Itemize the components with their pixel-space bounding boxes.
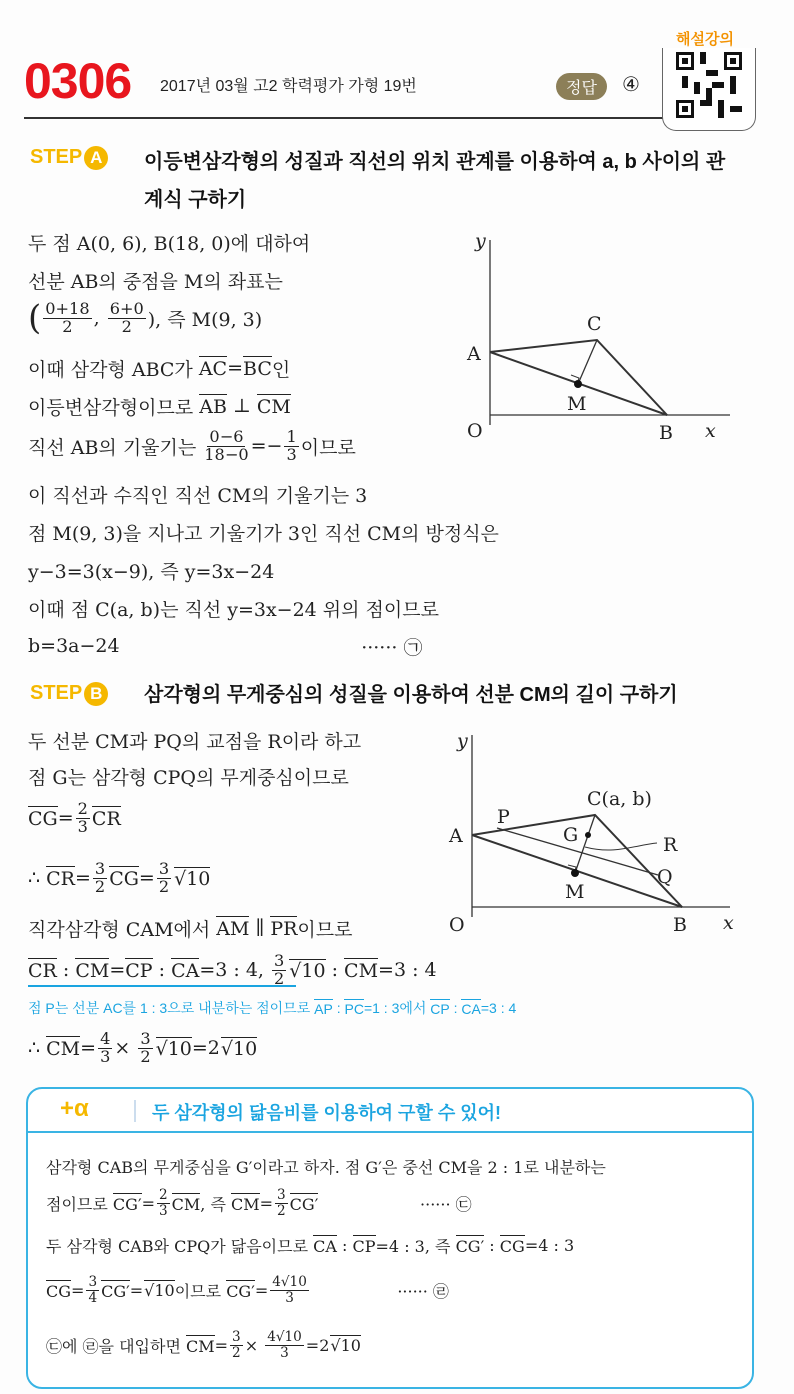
text-run: : xyxy=(484,1235,500,1255)
text-run: : xyxy=(325,959,345,981)
segment-overline: CG′ xyxy=(289,1194,319,1214)
segment-overline: CP xyxy=(352,1236,376,1256)
text-run: ⊥ xyxy=(226,395,257,417)
step-letter: B xyxy=(84,682,108,706)
segment-overline: CG xyxy=(109,868,139,890)
stepA-line xyxy=(28,550,274,590)
stepA-line xyxy=(28,426,356,466)
denominator: 2 xyxy=(62,316,73,336)
label-c: C xyxy=(587,313,602,335)
label-c: C(a, b) xyxy=(587,788,652,810)
stepB-line xyxy=(28,798,121,838)
fraction xyxy=(265,1330,304,1360)
label-y: y xyxy=(475,230,486,252)
stepB-line xyxy=(28,858,210,898)
denominator: 3 xyxy=(158,1202,168,1219)
qr-label: 해설강의 xyxy=(676,31,734,48)
text-run: = xyxy=(214,1335,229,1355)
label-m: M xyxy=(565,881,585,903)
text-run: ∥ xyxy=(249,917,271,939)
denominator: 4 xyxy=(88,1289,98,1306)
extra-line xyxy=(46,1146,606,1186)
numerator: 1 xyxy=(286,426,297,446)
label-y: y xyxy=(457,730,468,752)
text-run: ( xyxy=(28,298,42,338)
label-o: O xyxy=(449,914,465,936)
denominator: 2 xyxy=(121,316,132,336)
step-text: STEP xyxy=(30,146,83,168)
text-run: 이므로 xyxy=(174,1281,227,1301)
segment-overline: CM xyxy=(256,396,291,418)
text-run: b=3a−24 xyxy=(28,635,120,657)
answer-value: ④ xyxy=(622,72,640,96)
segment-overline: AB xyxy=(199,396,227,418)
step-b-title: 삼각형의 무게중심의 성질을 이용하여 선분 CM의 길이 구하기 xyxy=(144,684,678,706)
stepB-line xyxy=(28,908,352,948)
text-run: =3 : 4, xyxy=(199,959,270,981)
denominator: 2 xyxy=(94,876,106,896)
fraction xyxy=(204,426,249,464)
text-run: y−3=3(x−9), 즉 y=3x−24 xyxy=(28,560,275,583)
segment-overline: CG′ xyxy=(455,1236,485,1256)
fraction xyxy=(98,1028,112,1066)
text-run: : xyxy=(449,1000,462,1016)
segment-overline: CM xyxy=(171,1194,201,1214)
numerator: 0−6 xyxy=(209,426,244,446)
segment-overline: CR xyxy=(91,808,121,830)
stepA-line xyxy=(28,626,422,666)
fraction xyxy=(86,1275,99,1305)
denominator: 2 xyxy=(277,1202,286,1219)
numerator: 3 xyxy=(273,950,285,970)
label-o: O xyxy=(467,420,483,442)
segment-overline: CM xyxy=(75,960,110,982)
stepA-line xyxy=(28,512,499,552)
text-run: = xyxy=(227,357,244,379)
text-run: =4 : 3 xyxy=(524,1235,575,1255)
segment-overline: CM xyxy=(186,1336,215,1356)
text-run: : xyxy=(336,1235,353,1255)
extra-tip-title: 두 삼각형의 닮음비를 이용하여 구할 수 있어! xyxy=(152,1103,501,1123)
text-run: 인 xyxy=(271,358,291,381)
segment-overline: CG′ xyxy=(226,1281,255,1301)
segment-overline: CA xyxy=(461,1001,481,1017)
problem-number: 0306 xyxy=(24,53,132,109)
fraction xyxy=(157,858,171,896)
stepA-line xyxy=(28,260,283,300)
fraction xyxy=(43,298,91,336)
text-run: ), 즉 M(9, 3) xyxy=(147,308,263,331)
segment-overline: CP xyxy=(430,1001,450,1017)
text-run: =− xyxy=(250,435,283,457)
text-run: 이 직선과 수직인 직선 CM의 기울기는 3 xyxy=(28,484,368,507)
denominator: 3 xyxy=(286,444,297,464)
numerator: 3 xyxy=(277,1187,286,1204)
text-run: = xyxy=(141,1193,155,1213)
text-run: =4 : 3, 즉 xyxy=(375,1236,456,1256)
stepA-line xyxy=(28,588,439,628)
label-x: x xyxy=(705,420,716,442)
text-run: ······ ㉠ xyxy=(119,636,423,659)
text-run: ······ ㉢ xyxy=(318,1194,472,1214)
stepB-line xyxy=(28,1028,257,1068)
label-r: R xyxy=(663,834,678,856)
text-run: : xyxy=(152,959,172,981)
text-run: ∴ xyxy=(28,1037,47,1059)
stepA-line xyxy=(28,348,290,388)
denominator: 2 xyxy=(273,968,285,988)
numerator: 4 xyxy=(100,1028,111,1048)
text-run: ㉢에 ㉣을 대입하면 xyxy=(46,1336,186,1356)
numerator: 4√10 xyxy=(272,1274,307,1291)
extra-line xyxy=(46,1270,449,1310)
text-run: 점이므로 xyxy=(46,1194,113,1214)
segment-overline: AP xyxy=(314,1001,333,1017)
label-x: x xyxy=(723,912,734,934)
diagram-step-a xyxy=(455,225,755,445)
fraction xyxy=(138,1028,152,1066)
label-g: G xyxy=(563,824,579,846)
fraction xyxy=(93,858,107,896)
text-run: : xyxy=(56,959,76,981)
step-a-title: 이등변삼각형의 성질과 직선의 위치 관계를 이용하여 a, b 사이의 관계식 구하기 xyxy=(144,151,726,211)
segment-overline: BC xyxy=(243,358,272,380)
fraction xyxy=(157,1188,170,1218)
numerator: 6+0 xyxy=(109,298,144,318)
numerator: 3 xyxy=(232,1329,241,1346)
segment-overline: PR xyxy=(270,918,298,940)
label-p: P xyxy=(497,806,510,828)
fraction xyxy=(270,1275,309,1305)
square-root: √ 10 xyxy=(330,1335,361,1355)
segment-overline: CA xyxy=(313,1236,337,1256)
segment-overline: PC xyxy=(344,1001,364,1017)
denominator: 3 xyxy=(100,1046,111,1066)
point-m xyxy=(574,380,582,388)
text-run: ∴ xyxy=(28,867,47,889)
text-run: 이므로 xyxy=(297,918,353,941)
text-run: = xyxy=(80,1037,97,1059)
segment-overline: CG xyxy=(46,1281,72,1301)
segment-overline: CM xyxy=(344,960,379,982)
problem-source: 2017년 03월 고2 학력평가 가형 19번 xyxy=(160,78,417,95)
text-run: = xyxy=(57,807,74,829)
text-run: 직선 AB의 기울기는 xyxy=(28,436,203,459)
text-run: = xyxy=(138,867,155,889)
numerator: 2 xyxy=(77,798,88,818)
stepB-line xyxy=(28,988,516,1028)
denominator: 18−0 xyxy=(204,444,249,464)
numerator: 3 xyxy=(94,858,106,878)
text-run: = xyxy=(109,959,126,981)
extra-line xyxy=(46,1225,574,1265)
text-run: × xyxy=(244,1335,264,1355)
text-run: 직각삼각형 CAM에서 xyxy=(28,918,217,941)
text-run: , 즉 xyxy=(200,1194,231,1214)
text-run: ······ ㉣ xyxy=(310,1281,449,1301)
stepB-line xyxy=(28,720,361,760)
numerator: 3 xyxy=(140,1028,151,1048)
text-run: 이므로 xyxy=(300,436,356,459)
fraction xyxy=(108,298,146,336)
text-run: : xyxy=(332,1000,345,1016)
denominator: 2 xyxy=(232,1344,241,1361)
text-run: 삼각형 CAB의 무게중심을 G′이라고 하자. 점 G′은 중선 CM을 2 : 1로 내분하는 xyxy=(46,1157,606,1177)
segment-overline: CA xyxy=(171,960,200,982)
stepA-line xyxy=(28,474,367,514)
text-run: 이때 점 C(a, b)는 직선 y=3x−24 위의 점이므로 xyxy=(28,598,439,621)
numerator: 4√10 xyxy=(267,1329,302,1346)
square-root: √ 10 xyxy=(289,959,325,982)
label-a: A xyxy=(449,825,463,847)
square-root: √ 10 xyxy=(221,1037,257,1060)
extra-line xyxy=(46,1183,472,1223)
text-run: =3 : 4 xyxy=(378,959,437,981)
square-root: √ 10 xyxy=(156,1037,192,1060)
text-run: = xyxy=(129,1280,144,1300)
step-letter: A xyxy=(84,146,108,170)
diagram-step-b xyxy=(425,725,755,940)
segment-cm xyxy=(578,340,597,384)
label-q: Q xyxy=(657,866,673,888)
label-m: M xyxy=(567,393,587,415)
segment-overline: CG xyxy=(499,1236,525,1256)
fraction xyxy=(284,426,298,464)
numerator: 3 xyxy=(88,1274,98,1291)
text-run: = xyxy=(259,1193,274,1213)
segment-overline: CM xyxy=(230,1194,260,1214)
segment-overline: AM xyxy=(216,918,250,940)
segment-overline: CR xyxy=(28,960,57,982)
fraction xyxy=(230,1330,243,1360)
stepA-line xyxy=(28,222,310,262)
fraction xyxy=(272,950,286,988)
denominator: 2 xyxy=(158,876,170,896)
stepA-line xyxy=(28,386,291,426)
text-run: = xyxy=(74,867,91,889)
label-b: B xyxy=(659,422,673,444)
divider xyxy=(134,1100,136,1122)
text-run: =2 xyxy=(191,1037,220,1059)
text-run: 두 점 A(0, 6), B(18, 0)에 대하여 xyxy=(28,232,311,255)
text-run: =1 : 3에서 xyxy=(363,1000,431,1016)
numerator: 2 xyxy=(158,1187,168,1204)
text-run: 두 삼각형 CAB와 CPQ가 닮음이므로 xyxy=(46,1236,314,1256)
text-run: = xyxy=(254,1280,269,1300)
stepB-line xyxy=(28,950,437,990)
step-text: STEP xyxy=(30,682,83,704)
plus-alpha-badge: +α xyxy=(60,1095,89,1122)
numerator: 3 xyxy=(158,858,170,878)
text-run: = xyxy=(71,1280,85,1300)
header-divider xyxy=(24,117,664,119)
text-run: 두 선분 CM과 PQ의 교점을 R이라 하고 xyxy=(28,730,362,753)
text-run: 선분 AB의 중점을 M의 좌표는 xyxy=(28,270,283,293)
square-root: √ 10 xyxy=(144,1280,175,1300)
stepB-line xyxy=(28,756,349,796)
stepA-line xyxy=(28,298,262,338)
segment-overline: CP xyxy=(125,960,153,982)
text-run: =3 : 4 xyxy=(480,1000,517,1016)
fraction xyxy=(275,1188,288,1218)
segment-overline: AC xyxy=(198,358,228,380)
segment-overline: CG xyxy=(28,808,58,830)
text-run: 이등변삼각형이므로 xyxy=(28,396,200,419)
extra-line xyxy=(46,1325,361,1365)
numerator: 0+18 xyxy=(45,298,90,318)
fraction xyxy=(76,798,90,836)
segment-overline: CM xyxy=(46,1038,81,1060)
text-run: 이때 삼각형 ABC가 xyxy=(28,358,199,381)
label-b: B xyxy=(673,914,687,936)
text-run: × xyxy=(114,1037,137,1059)
text-run: 점 P는 선분 AC를 1 : 3으로 내분하는 점이므로 xyxy=(28,1000,315,1016)
text-run: , xyxy=(93,307,106,329)
step-b-label xyxy=(30,682,108,706)
denominator: 3 xyxy=(285,1289,294,1306)
text-run: 점 M(9, 3)을 지나고 기울기가 3인 직선 CM의 방정식은 xyxy=(28,522,499,545)
answer-badge: 정답 xyxy=(556,73,607,100)
text-run: 점 G는 삼각형 CPQ의 무게중심이므로 xyxy=(28,766,349,789)
segment-overline: CG′ xyxy=(101,1281,130,1301)
denominator: 3 xyxy=(77,816,88,836)
qr-code-icon[interactable] xyxy=(676,52,742,118)
segment-overline: CG′ xyxy=(112,1194,142,1214)
text-run: =2 xyxy=(305,1335,330,1355)
denominator: 2 xyxy=(140,1046,151,1066)
square-root: √ 10 xyxy=(174,867,210,890)
denominator: 3 xyxy=(280,1344,289,1361)
label-a: A xyxy=(467,343,481,365)
step-a-label xyxy=(30,146,108,170)
segment-overline: CR xyxy=(46,868,75,890)
